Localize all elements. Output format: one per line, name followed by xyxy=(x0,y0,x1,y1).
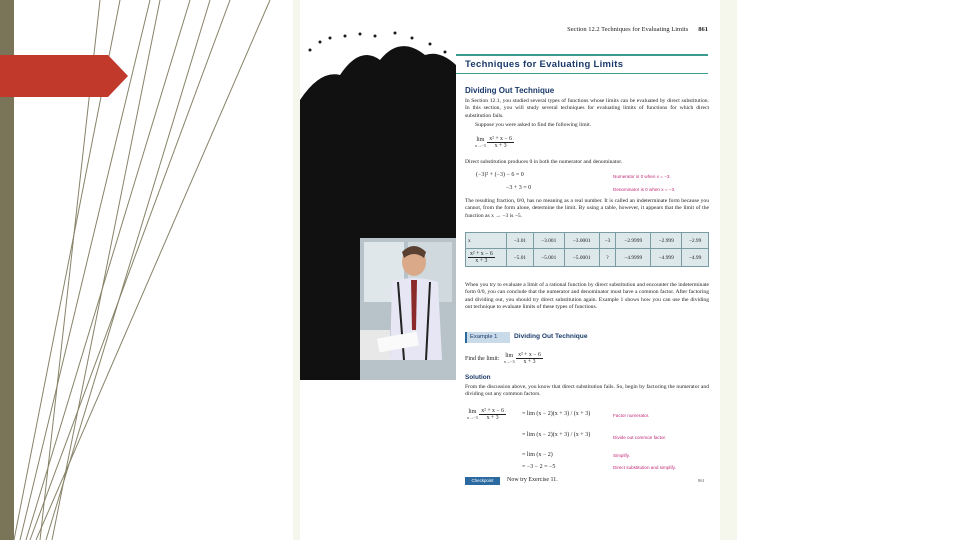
textbook-page xyxy=(300,0,720,540)
example-denominator: x + 3 xyxy=(523,359,536,365)
values-table xyxy=(465,232,709,267)
table-header-num: x² + x − 6 xyxy=(470,251,493,257)
direct-substitution-text: Direct substitution produces 0 in both the numerator and denominator. xyxy=(465,159,623,165)
section-number: 12.2 xyxy=(426,58,450,72)
equation-denominator-note: Denominator is 0 when x = −3. xyxy=(613,187,676,192)
table-header-x: x xyxy=(466,233,507,249)
table-cell: −5.0001 xyxy=(564,249,599,267)
section-title: Techniques for Evaluating Limits xyxy=(465,59,624,70)
equation-denominator: −3 + 3 = 0 xyxy=(506,185,532,191)
step-4: = −3 − 2 = −5 xyxy=(522,464,556,470)
lim-word: lim xyxy=(476,137,485,143)
section-rule-bottom xyxy=(456,73,708,74)
lim-sub: x→−3 xyxy=(467,415,478,420)
businessman-photo xyxy=(300,30,456,380)
limit-denominator: x + 3 xyxy=(494,143,507,149)
running-header xyxy=(482,26,708,33)
lim-sub: x→−3 xyxy=(475,143,486,148)
step-1-note: Factor numerator. xyxy=(613,413,650,418)
table-header-den: x + 3 xyxy=(475,258,488,264)
limit-expression xyxy=(475,136,514,149)
lim-word: lim xyxy=(505,353,514,359)
checkpoint-badge: Checkpoint xyxy=(465,477,500,485)
step-2-note: Divide out common factor. xyxy=(613,435,667,440)
running-head-text: Section 12.2 Techniques for Evaluating Limits xyxy=(567,26,689,33)
lim-sub: x→−3 xyxy=(503,359,515,364)
solution-heading: Solution xyxy=(465,374,491,381)
table-cell: −3.001 xyxy=(533,233,564,249)
step-4-note: Direct substitution and simplify. xyxy=(613,465,676,470)
table-cell: −5.001 xyxy=(533,249,564,267)
example-label: Example 1 xyxy=(465,332,510,343)
now-try-text: Now try Exercise 11. xyxy=(507,477,558,483)
red-arrow-tab xyxy=(0,55,128,97)
equation-numerator-note: Numerator is 0 when x = −3. xyxy=(613,174,671,179)
when-paragraph: When you try to evaluate a limit of a rational function by direct substitution and encounter the indeterminate form 0/0, you can conclude that the numerator and denominator must have a common factor. After factoring and dividing out, you should try direct substitution again. Example 1 shows how you can use the dividing out technique to evaluate limits of these types of functions. xyxy=(465,282,709,310)
resulting-paragraph: The resulting fraction, 0/0, has no meaning as a real number. It is called an indeterminate form because you cannot, from the form alone, determine the limit. By using a table, however, it appears that the limit of the function as x → −3 is −5. xyxy=(465,198,709,219)
table-cell: −2.999 xyxy=(651,233,682,249)
table-cell: −2.99 xyxy=(682,233,709,249)
step-3: = lim (x − 2) xyxy=(522,452,553,458)
subhead-dividing-out: Dividing Out Technique xyxy=(465,86,555,95)
table-cell: −4.99 xyxy=(682,249,709,267)
solution-lhs xyxy=(467,408,506,421)
table-cell: −5.01 xyxy=(507,249,534,267)
table-header-fx xyxy=(466,249,507,267)
table-cell: ? xyxy=(599,249,615,267)
example-numerator: x² + x − 6 xyxy=(518,352,541,358)
equation-numerator: (−3)² + (−3) − 6 = 0 xyxy=(476,172,524,178)
find-limit-line xyxy=(465,352,543,365)
table-cell: −4.999 xyxy=(651,249,682,267)
step-2: = lim (x − 2)(x + 3) / (x + 3) xyxy=(522,432,591,438)
intro-paragraph: In Section 12.1, you studied several types of functions whose limits can be evaluated by direct substitution. In this section, you will study several techniques for evaluating limits of functions for which direct substitution fails. xyxy=(465,98,709,119)
header-page-number: 861 xyxy=(698,26,708,33)
table-cell: −3 xyxy=(599,233,615,249)
table-cell: −2.9999 xyxy=(616,233,651,249)
solution-numerator: x² + x − 6 xyxy=(481,408,505,414)
table-cell: −3.01 xyxy=(507,233,534,249)
find-limit-text: Find the limit: xyxy=(465,355,500,362)
table-row xyxy=(466,233,709,249)
table-row xyxy=(466,249,709,267)
limit-numerator: x² + x − 6 xyxy=(489,136,513,142)
lim-word: lim xyxy=(468,409,477,415)
suppose-sentence: Suppose you were asked to find the following limit. xyxy=(475,122,592,128)
example-title: Dividing Out Technique xyxy=(514,333,588,340)
page-footer-number: 861 xyxy=(698,478,705,483)
step-3-note: Simplify. xyxy=(613,453,631,458)
table-cell: −3.0001 xyxy=(564,233,599,249)
solution-denominator: x + 3 xyxy=(486,415,499,421)
step-1: = lim (x − 2)(x + 3) / (x + 3) xyxy=(522,411,591,417)
solution-paragraph: From the discussion above, you know that direct substitution fails. So, begin by factoring the numerator and dividing out any common factors. xyxy=(465,384,709,398)
limit-fraction xyxy=(487,136,514,149)
table-cell: −4.9999 xyxy=(616,249,651,267)
section-rule-top xyxy=(456,54,708,56)
